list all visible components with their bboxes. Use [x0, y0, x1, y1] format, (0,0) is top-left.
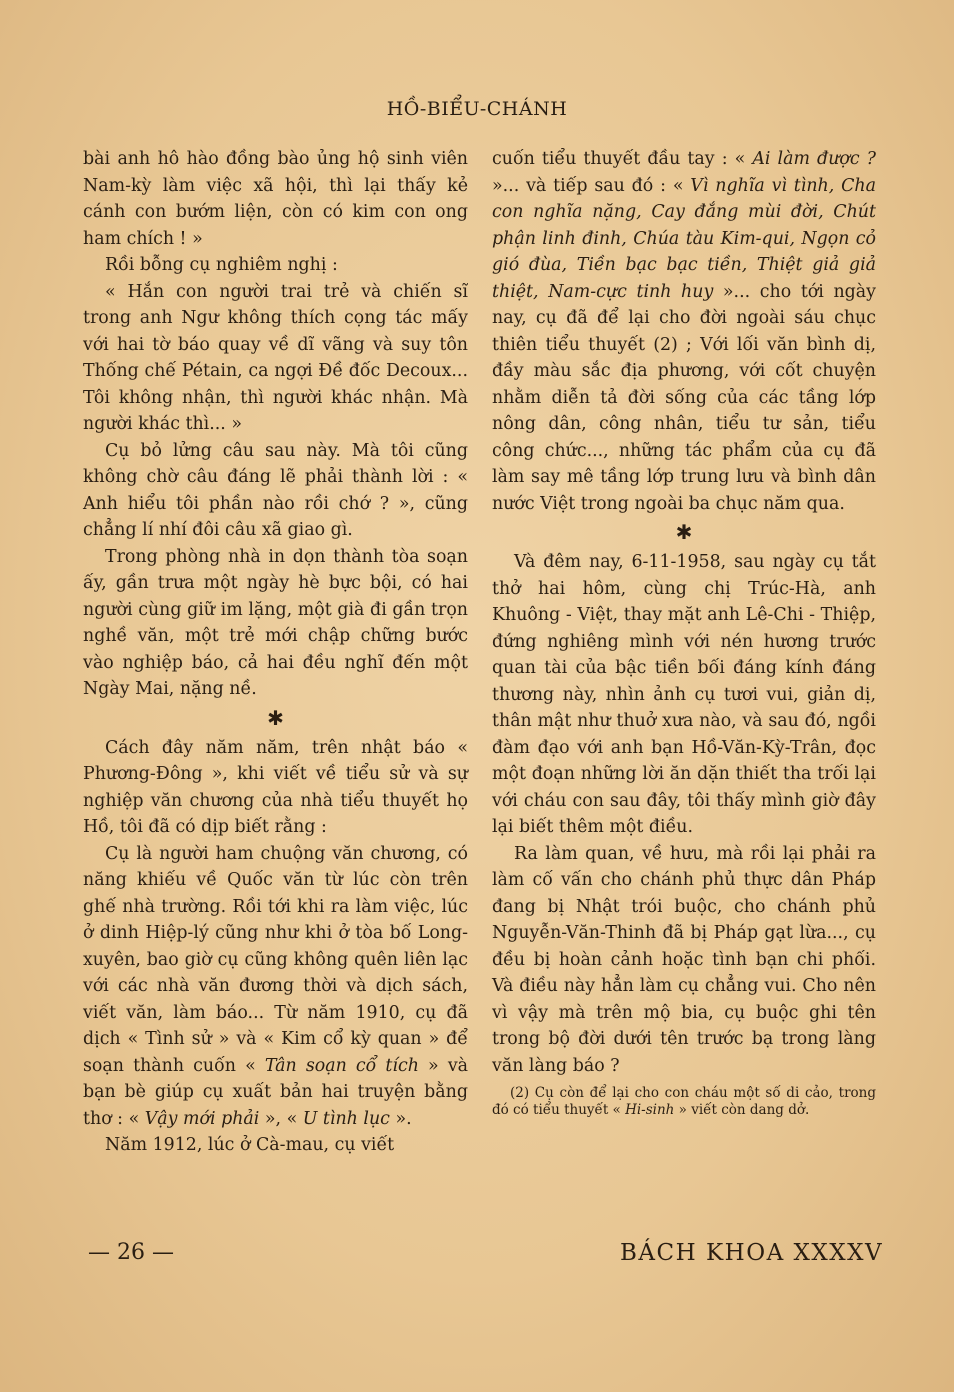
footnote	[492, 1085, 876, 1119]
paragraph: Rồi bỗng cụ nghiêm nghị :	[105, 255, 338, 275]
running-head: HỒ-BIỂU-CHÁNH	[386, 98, 568, 120]
text-run: », «	[259, 1108, 303, 1129]
section-separator-star: ✱	[267, 705, 284, 730]
text-run: (2) Cụ còn để lại cho con cháu một số di cảo, trong đó có tiểu thuyết «	[492, 1085, 876, 1118]
book-title: Hi-sinh	[625, 1102, 675, 1118]
text-run: » viết còn dang dở.	[674, 1102, 810, 1118]
section-separator-star: ✱	[675, 520, 693, 544]
text-run: »... và tiếp sau đó : «	[492, 175, 691, 196]
paragraph: Cụ bỏ lửng câu sau này. Mà tôi cũng không chờ câu đáng lẽ phải thành lời : « Anh hiểu tôi phần nào rồi chớ ? », cũng chẳng lí nhí đôi câu xã giao gì.	[83, 440, 468, 540]
text-run: cuốn tiểu thuyết đầu tay : «	[492, 149, 753, 169]
paragraph: bài anh hô hào đồng bào ủng hộ sinh viên Nam-kỳ làm việc xã hội, thì lại thấy kẻ cánh con bướm liện, còn có kim con ong ham chích ! »	[83, 149, 468, 249]
journal-name: BÁCH KHOA XXXXV	[620, 1240, 884, 1266]
page-number: — 26 —	[88, 1240, 174, 1265]
text-run: » và bạn bè giúp cụ xuất bản hai truyện bằng thơ : «	[83, 1055, 469, 1129]
book-title: Ai làm được ?	[752, 149, 877, 169]
paragraph: Và đêm nay, 6-11-1958, sau ngày cụ tắt thở hai hôm, cùng chị Trúc-Hà, anh Khuông - Việt, thay mặt anh Lê-Chi - Thiệp, đứng nghiêng mình với nén hương trước quan tài của bậc tiền bối đáng kính đáng thương này, nhìn ảnh cụ tươi vui, giản dị, thân mật như thuở xưa nào, và sau đó, ngồi đàm đạo với anh bạn Hồ-Văn-Kỳ-Trân, đọc một đoạn những lời ăn dặn thiết tha trối lại với cháu con sau đây, tôi thấy mình giờ đây lại biết thêm một điều.	[492, 552, 876, 837]
paragraph: Trong phòng nhà in dọn thành tòa soạn ấy, gần trưa một ngày hè bực bội, có hai người cùng giữ im lặng, một già đi gần trọn nghề văn, một trẻ mới chập chững bước vào nghiệp báo, cả hai đều nghĩ đến một Ngày Mai, nặng nề.	[83, 546, 468, 699]
text-run: ».	[389, 1108, 412, 1129]
paragraph	[83, 841, 468, 1133]
left-column	[83, 146, 468, 1159]
text-run: »... cho tới ngày nay, cụ đã để lại cho đời ngoài sáu chục thiên tiểu thuyết (2) ; Với lối văn bình dị, đầy màu sắc địa phương, với cốt chuyện nhằm diễn tả đời sống của các tầng lớp nông dân, công nhân, tiểu tư sản, tiểu công chức..., những tác phẩm của cụ đã làm say mê tầng lớp trung lưu và bình dân nước Việt trong ngoài ba chục năm qua.	[492, 281, 877, 514]
paragraph: Cách đây năm năm, trên nhật báo « Phương-Đông », khi viết về tiểu sử và sự nghiệp văn chương của nhà tiểu thuyết họ Hồ, tôi đã có dịp biết rằng :	[83, 737, 468, 837]
paragraph: Ra làm quan, về hưu, mà rồi lại phải ra làm cố vấn cho chánh phủ thực dân Pháp đang bị Nhật trói buộc, cho chánh phủ Nguyễn-Văn-Thinh đã bị Pháp gạt lừa..., cụ đều bị hoàn cảnh hoặc tình bạn chi phối. Và điều này hẳn làm cụ chẳng vui. Cho nên vì vậy mà trên mộ bia, cụ buộc ghi tên trong bộ đời dưới tên trước bạ trong làng văn làng báo ?	[492, 843, 876, 1076]
book-title: Vậy mới phải	[144, 1108, 260, 1129]
paragraph	[492, 146, 876, 517]
book-title: U tình lục	[302, 1108, 390, 1129]
paragraph: Năm 1912, lúc ở Cà-mau, cụ viết	[105, 1135, 395, 1155]
text-run: Cụ là người ham chuộng văn chương, có năng khiếu về Quốc văn từ lúc còn trên ghế nhà trường. Rồi tới khi ra làm việc, lúc ở dinh Hiệp-lý cũng như khi ở tòa bố Long-xuyên, bao giờ cụ cũng không quên liên lạc với các nhà văn đương thời và dịch sách, viết văn, làm báo... Từ năm 1910, cụ đã dịch « Tình sử » và « Kim cổ kỳ quan » để soạn thành cuốn «	[83, 843, 468, 1076]
book-title: Tân soạn cổ tích	[264, 1055, 419, 1076]
book-titles-list: Vì nghĩa vì tình, Cha con nghĩa nặng, Cay đắng mùi đời, Chút phận linh đinh, Chúa tàu Kim-qui, Ngọn cỏ gió đùa, Tiền bạc bạc tiền, Thiệt giả giả thiệt, Nam-cực tinh huy	[492, 175, 876, 302]
paragraph: « Hắn con người trai trẻ và chiến sĩ trong anh Ngư không thích cọng tác mấy với hai tờ báo quay về dĩ vãng và suy tôn Thống chế Pétain, ca ngợi Đề đốc Decoux... Tôi không nhận, thì người khác nhận. Mà người khác thì... »	[83, 281, 468, 434]
right-column	[492, 146, 876, 1119]
